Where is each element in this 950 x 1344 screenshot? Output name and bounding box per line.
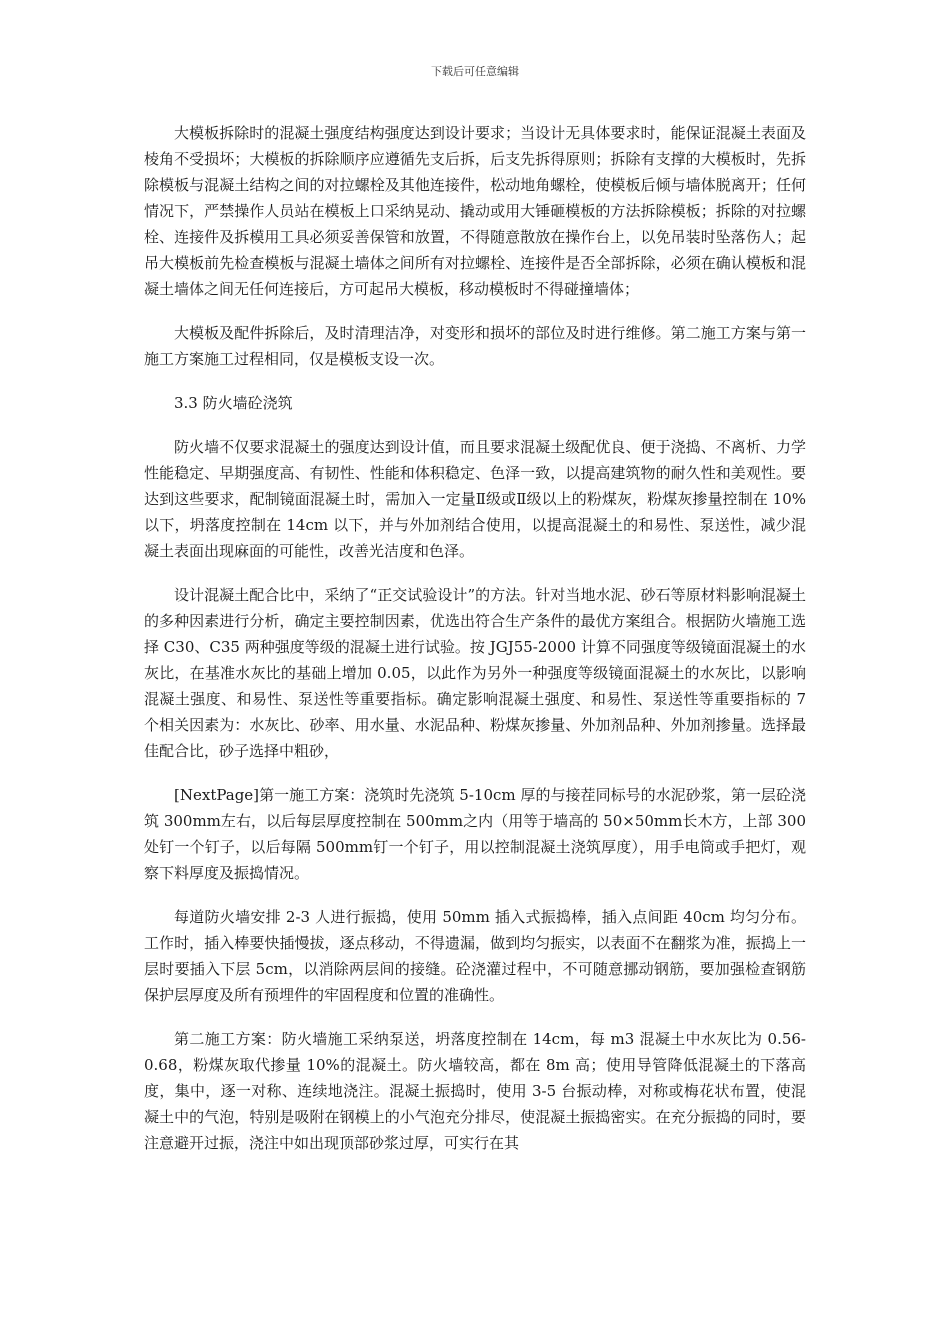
- paragraph-formwork-removal: 大模板拆除时的混凝土强度结构强度达到设计要求；当设计无具体要求时，能保证混凝土表面及棱角不受损坏；大模板的拆除顺序应遵循先支后拆，后支先拆得原则；拆除有支撑的大模板时，先拆除模板与混凝土结构之间的对拉螺栓及其他连接件，松动地角螺栓，使模板后倾与墙体脱离开；任何情况下，严禁操作人员站在模板上口采纳晃动、撬动或用大锤砸模板的方法拆除模板；拆除的对拉螺栓、连接件及拆模用工具必须妥善保管和放置，不得随意散放在操作台上，以免吊装时坠落伤人；起吊大模板前先检查模板与混凝土墙体之间所有对拉螺栓、连接件是否全部拆除，必须在确认模板和混凝土墙体之间无任何连接后，方可起吊大模板，移动模板时不得碰撞墙体；: [144, 124, 806, 298]
- page-header-note: 下载后可任意编辑: [431, 65, 519, 78]
- paragraph-vibration: 每道防火墙安排 2-3 人进行振捣，使用 50mm 插入式振捣棒，插入点间距 40cm 均匀分布。工作时，插入棒要快插慢拔，逐点移动，不得遗漏，做到均匀振实，以表面不在翻浆为准，振捣上一层时要插入下层 5cm，以消除两层间的接缝。砼浇灌过程中，不可随意挪动钢筋，要加强检查钢筋保护层厚度及所有预埋件的牢固程度和位置的准确性。: [144, 908, 806, 1004]
- paragraph-second-plan: 第二施工方案：防火墙施工采纳泵送，坍落度控制在 14cm，每 m3 混凝土中水灰比为 0.56-0.68，粉煤灰取代掺量 10%的混凝土。防火墙较高，都在 8m 高；使用导管降低混凝土的下落高度，集中，逐一对称、连续地浇注。混凝土振捣时，使用 3-5 台振动棒，对称或梅花状布置，使混凝土中的气泡，特别是吸附在钢模上的小气泡充分排尽，使混凝土振捣密实。在充分振捣的同时，要注意避开过振，浇注中如出现顶部砂浆过厚，可实行在其: [144, 1030, 806, 1152]
- section-heading: 3.3 防火墙砼浇筑: [174, 394, 293, 412]
- paragraph-firewall-requirements: 防火墙不仅要求混凝土的强度达到设计值，而且要求混凝土级配优良、便于浇捣、不离析、力学性能稳定、早期强度高、有韧性、性能和体积稳定、色泽一致，以提高建筑物的耐久性和美观性。要达到这些要求，配制镜面混凝土时，需加入一定量Ⅱ级或Ⅱ级以上的粉煤灰，粉煤灰掺量控制在 10%以下，坍落度控制在 14cm 以下，并与外加剂结合使用，以提高混凝土的和易性、泵送性，减少混凝土表面出现麻面的可能性，改善光洁度和色泽。: [144, 438, 806, 560]
- paragraph-cleanup: 大模板及配件拆除后，及时清理洁净，对变形和损坏的部位及时进行维修。第二施工方案与第一施工方案施工过程相同，仅是模板支设一次。: [144, 324, 806, 368]
- paragraph-mix-design: 设计混凝土配合比中，采纳了“正交试验设计”的方法。针对当地水泥、砂石等原材料影响混凝土的多种因素进行分析，确定主要控制因素，优选出符合生产条件的最优方案组合。根据防火墙施工选择 C30、C35 两种强度等级的混凝土进行试验。按 JGJ55-2000 计算不同强度等级镜面混凝土的水灰比，在基准水灰比的基础上增加 0.05，以此作为另外一种强度等级镜面混凝土的水灰比，以影响混凝土强度、和易性、泵送性等重要指标。确定影响混凝土强度、和易性、泵送性等重要指标的 7 个相关因素为：水灰比、砂率、用水量、水泥品种、粉煤灰掺量、外加剂品种、外加剂掺量。选择最佳配合比，砂子选择中粗砂，: [144, 586, 806, 760]
- document-body: [144, 120, 806, 1174]
- paragraph-first-plan: [NextPage]第一施工方案：浇筑时先浇筑 5-10cm 厚的与接茬同标号的水泥砂浆，第一层砼浇筑 300mm左右，以后每层厚度控制在 500mm之内（用等于墙高的 50×50mm长木方，上部 300 处钉一个钉子，以后每隔 500mm钉一个钉子，用以控制混凝土浇筑厚度），用手电筒或手把灯，观察下料厚度及振捣情况。: [144, 786, 806, 882]
